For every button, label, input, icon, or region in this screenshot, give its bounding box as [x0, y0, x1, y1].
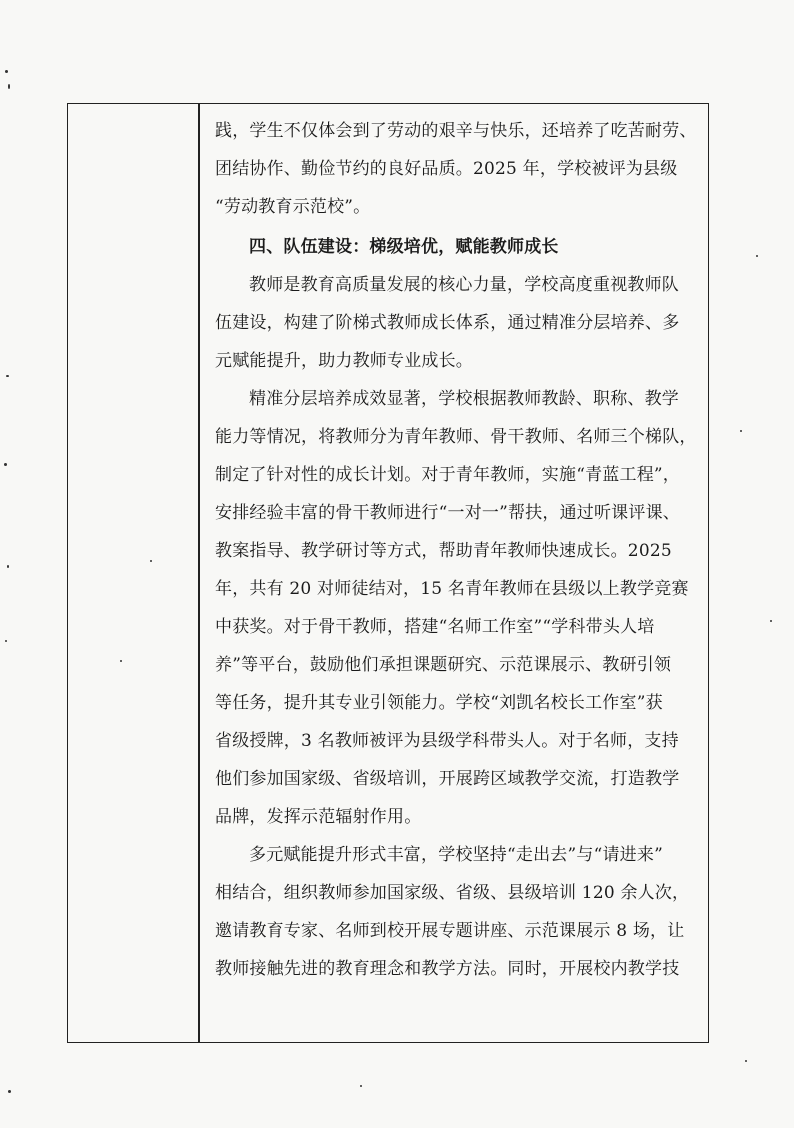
text-line: 伍建设，构建了阶梯式教师成长体系，通过精准分层培养、多	[215, 313, 680, 333]
scan-speck	[4, 463, 7, 466]
scan-speck	[120, 660, 122, 662]
scan-speck	[8, 84, 10, 89]
scan-speck	[5, 640, 7, 642]
text-line: 养”等平台，鼓励他们承担课题研究、示范课展示、教研引领	[215, 655, 672, 675]
scan-speck	[770, 620, 772, 622]
paragraph-start: 教师是教育高质量发展的核心力量，学校高度重视教师队	[249, 275, 679, 295]
document-body	[215, 112, 703, 988]
table-column-divider	[198, 103, 200, 1043]
text-line: 他们参加国家级、省级培训，开展跨区域教学交流，打造教学	[215, 769, 680, 789]
text-line: 安排经验丰富的骨干教师进行“一对一”帮扶，通过听课评课、	[215, 503, 680, 523]
text-line: 能力等情况，将教师分为青年教师、骨干教师、名师三个梯队，	[215, 427, 697, 447]
text-line: 年，共有 20 对师徒结对，15 名青年教师在县级以上教学竞赛	[215, 579, 689, 599]
text-line: 元赋能提升，助力教师专业成长。	[215, 351, 473, 371]
text-line: 省级授牌，3 名教师被评为县级学科带头人。对于名师，支持	[215, 731, 679, 751]
text-line: 相结合，组织教师参加国家级、省级、县级培训 120 余人次，	[215, 883, 690, 903]
text-line: 教师接触先进的教育理念和教学方法。同时，开展校内教学技	[215, 959, 680, 979]
text-line: 邀请教育专家、名师到校开展专题讲座、示范课展示 8 场，让	[215, 921, 685, 941]
scan-speck	[8, 1090, 11, 1093]
scan-speck	[6, 375, 9, 377]
scan-speck	[360, 1085, 362, 1087]
text-line: “劳动教育示范校”。	[215, 197, 371, 217]
paragraph-start: 多元赋能提升形式丰富，学校坚持“走出去”与“请进来”	[249, 845, 663, 865]
paragraph-start: 精准分层培养成效显著，学校根据教师教龄、职称、教学	[249, 389, 679, 409]
text-line: 中获奖。对于骨干教师，搭建“名师工作室”“学科带头人培	[215, 617, 655, 637]
scan-speck	[5, 70, 8, 73]
text-line: 等任务，提升其专业引领能力。学校“刘凯名校长工作室”获	[215, 693, 663, 713]
section-heading: 四、队伍建设：梯级培优，赋能教师成长	[249, 237, 559, 257]
text-line: 教案指导、教学研讨等方式，帮助青年教师快速成长。2025	[215, 541, 672, 561]
text-line: 践，学生不仅体会到了劳动的艰辛与快乐，还培养了吃苦耐劳、	[215, 121, 697, 141]
scan-speck	[756, 255, 758, 257]
scan-speck	[150, 560, 152, 562]
text-line: 品牌，发挥示范辐射作用。	[215, 807, 422, 827]
text-line: 团结协作、勤俭节约的良好品质。2025 年，学校被评为县级	[215, 159, 678, 179]
scan-speck	[745, 1060, 747, 1062]
scan-speck	[7, 565, 9, 568]
scan-speck	[740, 430, 742, 432]
text-line: 制定了针对性的成长计划。对于青年教师，实施“青蓝工程”，	[215, 465, 680, 485]
